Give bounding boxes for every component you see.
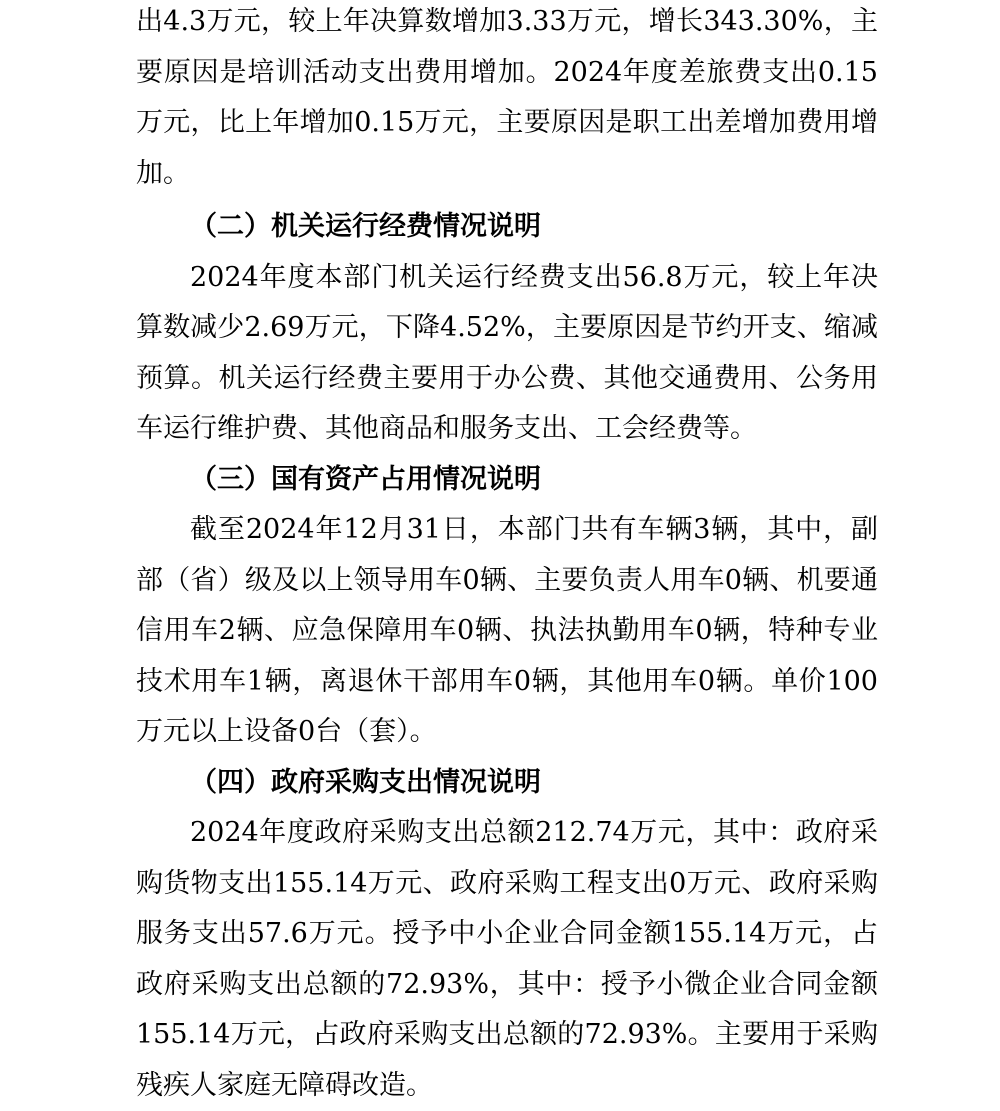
paragraph-continuation: 出4.3万元，较上年决算数增加3.33万元，增长343.30%，主要原因是培训活动支出费用增加。2024年度差旅费支出0.15万元，比上年增加0.15万元，主要原因是职工出差增加费用增加。 bbox=[136, 6, 878, 189]
paragraph-government-procurement: 2024年度政府采购支出总额212.74万元，其中：政府采购货物支出155.14万元、政府采购工程支出0万元、政府采购服务支出57.6万元。授予中小企业合同金额155.14万元，占政府采购支出总额的72.93%，其中：授予小微企业合同金额155.14万元，占政府采购支出总额的72.93%。主要用于采购残疾人家庭无障碍改造。 bbox=[136, 817, 878, 1101]
section-heading-4: （四）政府采购支出情况说明 bbox=[190, 766, 541, 798]
section-heading-3: （三）国有资产占用情况说明 bbox=[190, 463, 541, 495]
document-page bbox=[136, 0, 878, 1111]
section-heading-2: （二）机关运行经费情况说明 bbox=[190, 211, 541, 242]
paragraph-operating-expenses: 2024年度本部门机关运行经费支出56.8万元，较上年决算数减少2.69万元，下降4.52%，主要原因是节约开支、缩减预算。机关运行经费主要用于办公费、其他交通费用、公务用车运行维护费、其他商品和服务支出、工会经费等。 bbox=[136, 261, 878, 444]
paragraph-state-assets: 截至2024年12月31日，本部门共有车辆3辆，其中，副部（省）级及以上领导用车0辆、主要负责人用车0辆、机要通信用车2辆、应急保障用车0辆、执法执勤用车0辆，特种专业技术用车1辆，离退休干部用车0辆，其他用车0辆。单价100万元以上设备0台（套）。 bbox=[136, 514, 878, 747]
